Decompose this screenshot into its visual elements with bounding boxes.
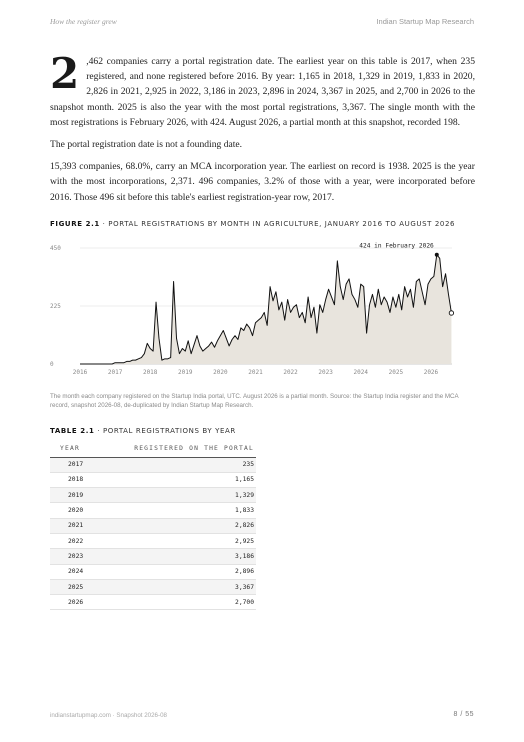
table-row bbox=[50, 503, 256, 518]
table-row bbox=[50, 472, 256, 487]
paragraph-2: The portal registration date is not a founding date. bbox=[50, 139, 243, 151]
figure-title-text: · PORTAL REGISTRATIONS BY MONTH IN AGRICULTURE, JANUARY 2016 TO AUGUST 2026 bbox=[99, 220, 456, 228]
figure-title bbox=[50, 220, 455, 228]
peak-marker bbox=[435, 253, 439, 257]
count-cell: 3,367 bbox=[96, 579, 256, 594]
dropcap: 2 bbox=[50, 49, 80, 98]
count-cell: 3,186 bbox=[96, 549, 256, 564]
paragraph-1 bbox=[50, 49, 475, 130]
table-header-row bbox=[50, 440, 256, 457]
body-text bbox=[50, 49, 475, 205]
page-number: 8 / 55 bbox=[453, 711, 474, 718]
table-number: TABLE 2.1 bbox=[50, 427, 95, 435]
x-tick-label: 2018 bbox=[142, 369, 158, 376]
year-cell: 2026 bbox=[50, 595, 96, 610]
year-cell: 2020 bbox=[50, 503, 96, 518]
x-tick-label: 2026 bbox=[423, 369, 439, 376]
x-tick-label: 2021 bbox=[248, 369, 263, 376]
table-row bbox=[50, 595, 256, 610]
column-header-year: YEAR bbox=[50, 440, 96, 457]
x-tick-label: 2023 bbox=[318, 369, 333, 376]
count-cell: 1,165 bbox=[96, 472, 256, 487]
count-cell: 2,925 bbox=[96, 533, 256, 548]
year-cell: 2017 bbox=[50, 457, 96, 472]
x-tick-label: 2017 bbox=[107, 369, 123, 376]
registrations-table bbox=[50, 440, 256, 610]
x-tick-label: 2020 bbox=[213, 369, 228, 376]
peak-annotation: 424 in February 2026 bbox=[359, 242, 434, 250]
series-area bbox=[80, 255, 451, 364]
table-row bbox=[50, 579, 256, 594]
x-tick-label: 2016 bbox=[72, 369, 88, 376]
y-tick-label: 225 bbox=[50, 303, 61, 310]
figure-number: FIGURE 2.1 bbox=[50, 220, 100, 228]
table-row bbox=[50, 518, 256, 533]
table-row bbox=[50, 549, 256, 564]
table-title-text: · PORTAL REGISTRATIONS BY YEAR bbox=[94, 427, 236, 435]
count-cell: 1,833 bbox=[96, 503, 256, 518]
publication-name: Indian Startup Map Research bbox=[376, 17, 474, 26]
year-cell: 2018 bbox=[50, 472, 96, 487]
year-cell: 2024 bbox=[50, 564, 96, 579]
y-tick-label: 450 bbox=[50, 245, 61, 252]
table-row bbox=[50, 564, 256, 579]
x-tick-label: 2022 bbox=[283, 369, 298, 376]
year-cell: 2019 bbox=[50, 488, 96, 503]
y-tick-label: 0 bbox=[50, 361, 54, 368]
year-cell: 2023 bbox=[50, 549, 96, 564]
year-cell: 2021 bbox=[50, 518, 96, 533]
figure-caption: The month each company registered on the Startup India portal, UTC. August 2026 is a partial month. Source: the Startup India register and the MCA record, snapshot 2026-08, de-duplicated by Indian Startup Map Research. bbox=[50, 393, 459, 410]
paragraph-1-text: ,462 companies carry a portal registration date. The earliest year on this table is 2017, when 235 registered, and none registered before 2016. By year: 1,165 in 2018, 1,329 in 2019, 1,833 in 2020, 2,826 in 2021, 2,925 in 2022, 3,186 in 2023, 2,896 in 2024, 3,367 in 2025, and 2,700 in 2026 to the snapshot month. 2025 is also the year with the most portal registrations, 3,367. The single month with the most registrations is February 2026, with 424. August 2026, a partial month at this snapshot, recorded 198. bbox=[50, 56, 475, 128]
table-row bbox=[50, 488, 256, 503]
column-header-registered: REGISTERED ON THE PORTAL bbox=[96, 440, 256, 457]
count-cell: 2,896 bbox=[96, 564, 256, 579]
end-marker bbox=[449, 311, 453, 315]
footer-site: indianstartupmap.com · Snapshot 2026-08 bbox=[50, 712, 167, 719]
running-title: How the register grew bbox=[50, 17, 117, 26]
paragraph-3: 15,393 companies, 68.0%, carry an MCA incorporation year. The earliest on record is 1938. 2025 is the year with the most incorporations, 2,371. 496 companies, 3.2% of those with a year, were incorporated before 2016. Those 496 sit before this table's earliest registration-year row, 2017. bbox=[50, 161, 475, 203]
table-row bbox=[50, 533, 256, 548]
count-cell: 1,329 bbox=[96, 488, 256, 503]
count-cell: 235 bbox=[96, 457, 256, 472]
registrations-chart bbox=[50, 235, 475, 385]
x-tick-label: 2019 bbox=[178, 369, 193, 376]
year-cell: 2022 bbox=[50, 533, 96, 548]
table-row bbox=[50, 457, 256, 472]
count-cell: 2,826 bbox=[96, 518, 256, 533]
x-tick-label: 2024 bbox=[353, 369, 368, 376]
x-tick-label: 2025 bbox=[388, 369, 404, 376]
count-cell: 2,700 bbox=[96, 595, 256, 610]
table-title bbox=[50, 427, 236, 435]
year-cell: 2025 bbox=[50, 579, 96, 594]
